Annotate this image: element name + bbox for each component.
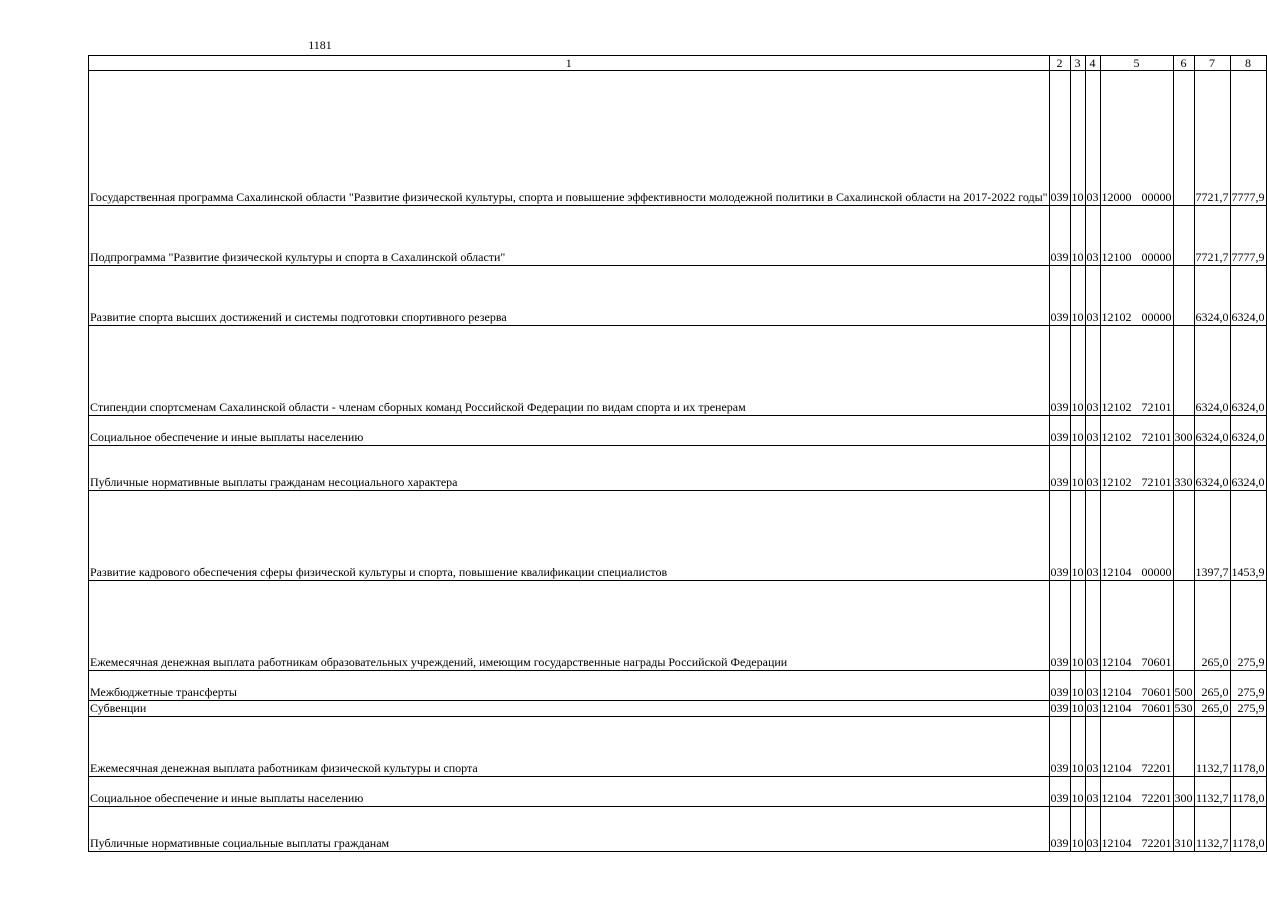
- target-code-cell: [1100, 671, 1173, 701]
- target-code-cell: [1100, 266, 1173, 326]
- target-code-part1: 12100: [1101, 250, 1132, 264]
- target-code-part2: 72101: [1141, 400, 1172, 414]
- column-header: 3: [1070, 56, 1085, 71]
- amount-2019-cell: 6324,0: [1194, 416, 1230, 446]
- target-code-cell: [1100, 807, 1173, 852]
- table-row: [89, 807, 1267, 852]
- column-header: 7: [1194, 56, 1230, 71]
- subsection-code-cell: 03: [1085, 491, 1100, 581]
- budget-table: [88, 55, 1267, 852]
- ministry-code-cell: 039: [1050, 701, 1069, 715]
- amount-2020-cell: 275,9: [1230, 701, 1266, 717]
- subsection-code-cell: 03: [1085, 671, 1100, 701]
- column-header: 6: [1173, 56, 1194, 71]
- section-code-cell: 10: [1070, 777, 1085, 807]
- target-code-part1: 12104: [1101, 565, 1132, 579]
- amount-2019-cell: 6324,0: [1194, 326, 1230, 416]
- amount-2019-cell: 1132,7: [1194, 777, 1230, 807]
- table-row: [89, 326, 1267, 416]
- item-name-cell: Социальное обеспечение и иные выплаты населению: [89, 416, 1050, 446]
- section-code-cell: 10: [1070, 71, 1085, 206]
- ministry-code-cell: 039: [1049, 717, 1070, 777]
- target-code-part2: 00000: [1141, 565, 1172, 579]
- subsection-code-cell: 03: [1085, 717, 1100, 777]
- amount-2019-cell: 6324,0: [1194, 446, 1230, 491]
- section-code-cell: 10: [1070, 717, 1085, 777]
- ministry-code-cell: 039: [1049, 71, 1070, 206]
- target-code-cell: [1100, 206, 1173, 266]
- section-code-cell: 10: [1070, 671, 1085, 701]
- subsection-code-cell: 03: [1085, 71, 1100, 206]
- item-name-cell: Социальное обеспечение и иные выплаты населению: [89, 777, 1050, 807]
- target-code-cell: [1100, 446, 1173, 491]
- target-code-part1: 12000: [1101, 190, 1132, 204]
- target-code-cell: [1100, 777, 1173, 807]
- subsection-code-cell: 03: [1085, 326, 1100, 416]
- table-row: [89, 266, 1267, 326]
- target-code-part1: 12104: [1101, 761, 1132, 775]
- ministry-code-cell: 039: [1049, 491, 1070, 581]
- target-code-part1: 12104: [1101, 685, 1132, 699]
- target-code-part2: 70601: [1141, 655, 1172, 669]
- amount-2020-cell: 7777,9: [1230, 206, 1266, 266]
- amount-2019-cell: 1132,7: [1194, 717, 1230, 777]
- target-code-part2: 72201: [1141, 836, 1172, 850]
- column-header: 1: [89, 56, 1050, 71]
- table-row: [89, 206, 1267, 266]
- item-name-cell: Ежемесячная денежная выплата работникам образовательных учреждений, имеющим государственные награды Российской Федерации: [89, 581, 1050, 671]
- target-code-part2: 72101: [1141, 430, 1172, 444]
- item-name-cell: Развитие кадрового обеспечения сферы физической культуры и спорта, повышение квалификации специалистов: [89, 491, 1050, 581]
- expense-type-cell: 300: [1173, 416, 1194, 446]
- target-code-part1: 12104: [1101, 701, 1132, 715]
- amount-2020-cell: 1453,9: [1230, 491, 1266, 581]
- amount-2019-cell: 7721,7: [1194, 206, 1230, 266]
- amount-2019-cell: 265,0: [1194, 671, 1230, 701]
- section-code-cell: 10: [1070, 491, 1085, 581]
- target-code-part1: 12104: [1101, 836, 1132, 850]
- ministry-code-cell: 039: [1049, 206, 1070, 266]
- amount-2019-cell: 7721,7: [1194, 71, 1230, 206]
- expense-type-cell: [1173, 326, 1194, 416]
- table-row: [89, 777, 1267, 807]
- target-code-part1: 12104: [1101, 655, 1132, 669]
- expense-type-cell: 330: [1173, 446, 1194, 491]
- target-code-cell: [1100, 326, 1173, 416]
- subsection-code-cell: 03: [1085, 581, 1100, 671]
- section-code-cell: 10: [1070, 326, 1085, 416]
- expense-type-cell: 530: [1174, 701, 1193, 715]
- item-name-cell: Субвенции: [89, 701, 1050, 717]
- subsection-code-cell: 03: [1085, 777, 1100, 807]
- expense-type-cell: [1173, 266, 1194, 326]
- header-row: [89, 56, 1267, 71]
- expense-type-cell: 500: [1173, 671, 1194, 701]
- target-code-cell: [1100, 416, 1173, 446]
- column-header: 2: [1049, 56, 1070, 71]
- expense-type-cell: [1173, 206, 1194, 266]
- section-code-cell: 10: [1071, 701, 1084, 715]
- target-code-part2: 00000: [1141, 250, 1172, 264]
- target-code-part2: 72201: [1141, 791, 1172, 805]
- amount-2020-cell: 1178,0: [1230, 807, 1266, 852]
- item-name-cell: Публичные нормативные выплаты гражданам несоциального характера: [89, 446, 1050, 491]
- section-code-cell: 10: [1070, 807, 1085, 852]
- table-row: [89, 581, 1267, 671]
- amount-2019-cell: 6324,0: [1194, 266, 1230, 326]
- target-code-part1: 12102: [1101, 310, 1132, 324]
- target-code-part1: 12104: [1101, 791, 1132, 805]
- amount-2020-cell: 275,9: [1230, 581, 1266, 671]
- target-code-part1: 12102: [1101, 400, 1132, 414]
- table-row: [89, 71, 1267, 206]
- amount-2019-cell: 265,0: [1194, 701, 1230, 717]
- section-code-cell: 10: [1070, 416, 1085, 446]
- subsection-code-cell: 03: [1085, 807, 1100, 852]
- target-code-cell: [1100, 71, 1173, 206]
- ministry-code-cell: 039: [1049, 671, 1070, 701]
- target-code-part1: 12102: [1101, 475, 1132, 489]
- table-row: [89, 701, 1267, 717]
- target-code-cell: [1100, 581, 1173, 671]
- expense-type-cell: 310: [1173, 807, 1194, 852]
- target-code-part2: 70601: [1141, 701, 1172, 715]
- target-code-part2: 72201: [1141, 761, 1172, 775]
- ministry-code-cell: 039: [1049, 581, 1070, 671]
- subsection-code-cell: 03: [1085, 416, 1100, 446]
- table-row: [89, 671, 1267, 701]
- item-name-cell: Подпрограмма "Развитие физической культуры и спорта в Сахалинской области": [89, 206, 1050, 266]
- table-row: [89, 491, 1267, 581]
- table-row: [89, 416, 1267, 446]
- ministry-code-cell: 039: [1049, 326, 1070, 416]
- section-code-cell: 10: [1070, 446, 1085, 491]
- amount-2019-cell: 1132,7: [1194, 807, 1230, 852]
- section-code-cell: 10: [1070, 581, 1085, 671]
- amount-2020-cell: 6324,0: [1230, 416, 1266, 446]
- amount-2020-cell: 6324,0: [1230, 266, 1266, 326]
- amount-2020-cell: 7777,9: [1230, 71, 1266, 206]
- target-code-cell: [1100, 717, 1173, 777]
- subsection-code-cell: 03: [1086, 701, 1099, 715]
- ministry-code-cell: 039: [1049, 807, 1070, 852]
- target-code-part2: 00000: [1141, 190, 1172, 204]
- item-name-cell: Ежемесячная денежная выплата работникам физической культуры и спорта: [89, 717, 1050, 777]
- amount-2020-cell: 1178,0: [1230, 717, 1266, 777]
- target-code-part1: 12102: [1101, 430, 1132, 444]
- amount-2020-cell: 275,9: [1230, 671, 1266, 701]
- item-name-cell: Публичные нормативные социальные выплаты гражданам: [89, 807, 1050, 852]
- ministry-code-cell: 039: [1049, 777, 1070, 807]
- ministry-code-cell: 039: [1049, 446, 1070, 491]
- ministry-code-cell: 039: [1049, 416, 1070, 446]
- section-code-cell: 10: [1070, 266, 1085, 326]
- subsection-code-cell: 03: [1085, 266, 1100, 326]
- page-number: 1181: [308, 38, 332, 52]
- amount-2020-cell: 6324,0: [1230, 326, 1266, 416]
- item-name-cell: Межбюджетные трансферты: [89, 671, 1050, 701]
- column-header: 4: [1085, 56, 1100, 71]
- target-code-part2: 70601: [1141, 685, 1172, 699]
- amount-2019-cell: 265,0: [1194, 581, 1230, 671]
- target-code-part2: 72101: [1141, 475, 1172, 489]
- ministry-code-cell: 039: [1049, 266, 1070, 326]
- amount-2020-cell: 6324,0: [1230, 446, 1266, 491]
- target-code-cell: [1100, 491, 1173, 581]
- column-header: 8: [1230, 56, 1266, 71]
- expense-type-cell: 300: [1173, 777, 1194, 807]
- amount-2020-cell: 1178,0: [1230, 777, 1266, 807]
- subsection-code-cell: 03: [1085, 206, 1100, 266]
- item-name-cell: Стипендии спортсменам Сахалинской области - членам сборных команд Российской Федерации по видам спорта и их тренерам: [89, 326, 1050, 416]
- table-row: [89, 446, 1267, 491]
- expense-type-cell: [1173, 491, 1194, 581]
- expense-type-cell: [1173, 581, 1194, 671]
- subsection-code-cell: 03: [1085, 446, 1100, 491]
- table-row: [89, 717, 1267, 777]
- expense-type-cell: [1173, 71, 1194, 206]
- target-code-part2: 00000: [1141, 310, 1172, 324]
- section-code-cell: 10: [1070, 206, 1085, 266]
- item-name-cell: Развитие спорта высших достижений и системы подготовки спортивного резерва: [89, 266, 1050, 326]
- expense-type-cell: [1173, 717, 1194, 777]
- item-name-cell: Государственная программа Сахалинской области "Развитие физической культуры, спорта и повышение эффективности молодежной политики в Сахалинской области на 2017-2022 годы": [89, 71, 1050, 206]
- column-header: 5: [1100, 56, 1173, 71]
- amount-2019-cell: 1397,7: [1194, 491, 1230, 581]
- target-code-cell: [1100, 701, 1173, 717]
